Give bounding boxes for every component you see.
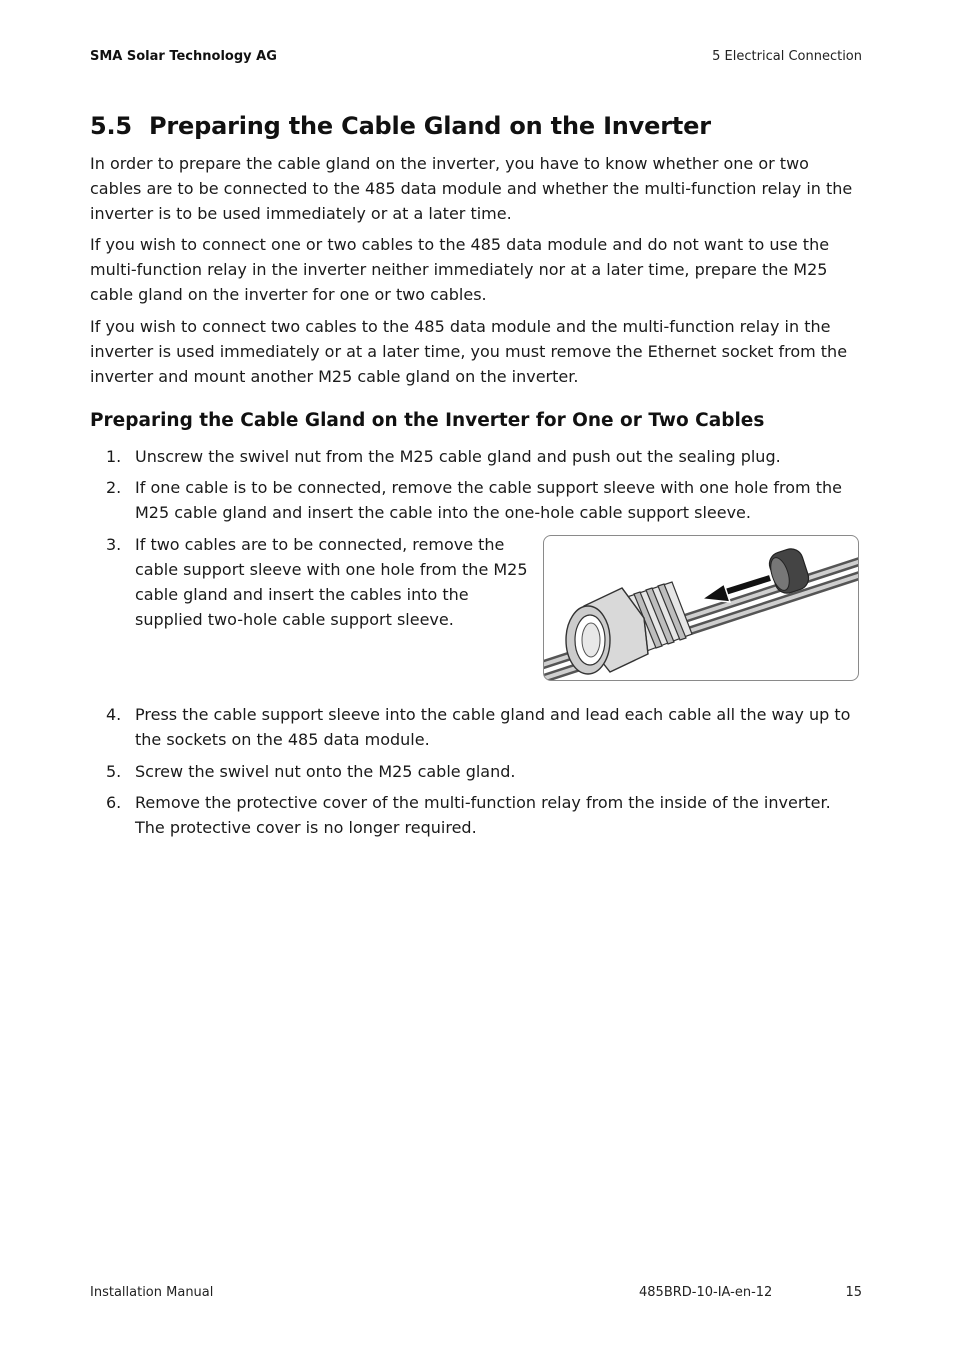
intro-paragraph-2: [90, 232, 862, 307]
step-number: 4.: [106, 705, 122, 724]
paragraph-text: In order to prepare the cable gland on the inverter, you have to know whether one or two cables are to be connected to the 485 data module and whether the multi-function relay in the inverter is to be used immediately or at a later time.: [90, 154, 853, 223]
cable-gland-illustration: [543, 535, 859, 681]
intro-paragraph-1: [90, 151, 862, 226]
step-6-text: Remove the protective cover of the multi-function relay from the inside of the inverter.: [135, 793, 831, 812]
section-title: [90, 112, 711, 140]
step-text: Unscrew the swivel nut from the M25 cable gland and push out the sealing plug.: [135, 447, 781, 466]
step-6-note: The protective cover is no longer required.: [135, 818, 477, 837]
page-number: 15: [845, 1285, 862, 1300]
step-text: If two cables are to be connected, remove the cable support sleeve with one hole from the M25 cable gland and insert the cables into the supplied two-hole cable support sleeve.: [135, 535, 528, 629]
step-text: [135, 790, 862, 840]
step-number: 3.: [106, 535, 122, 554]
cable-gland-drawing: [544, 536, 859, 681]
intro-paragraph-3: [90, 314, 862, 389]
paragraph-text: If you wish to connect two cables to the 485 data module and the multi-function relay in the inverter is used immediately or at a later time, you must remove the Ethernet socket from the inverter and mount another M25 cable gland on the inverter.: [90, 317, 848, 386]
step-text: If one cable is to be connected, remove the cable support sleeve with one hole from the M25 cable gland and insert the cable into the one-hole cable support sleeve.: [135, 478, 842, 522]
step-text: Screw the swivel nut onto the M25 cable gland.: [135, 762, 516, 781]
step-number: 5.: [106, 762, 122, 781]
header-chapter: 5 Electrical Connection: [712, 49, 862, 64]
step-number: 1.: [106, 447, 122, 466]
header-company: SMA Solar Technology AG: [90, 49, 277, 64]
step-number: 6.: [106, 793, 122, 812]
subheading: Preparing the Cable Gland on the Inverter for One or Two Cables: [90, 410, 765, 431]
step-number: 2.: [106, 478, 122, 497]
footer-manual: Installation Manual: [90, 1285, 214, 1300]
step-text: Press the cable support sleeve into the cable gland and lead each cable all the way up to the sockets on the 485 data module.: [135, 705, 851, 749]
section-title-text: Preparing the Cable Gland on the Inverter: [149, 112, 711, 140]
footer-doc-code: 485BRD-10-IA-en-12: [639, 1285, 773, 1300]
paragraph-text: If you wish to connect one or two cables to the 485 data module and do not want to use the multi-function relay in the inverter neither immediately nor at a later time, prepare the M25 cable gland on the inverter for one or two cables.: [90, 235, 830, 304]
section-number: 5.5: [90, 112, 132, 140]
